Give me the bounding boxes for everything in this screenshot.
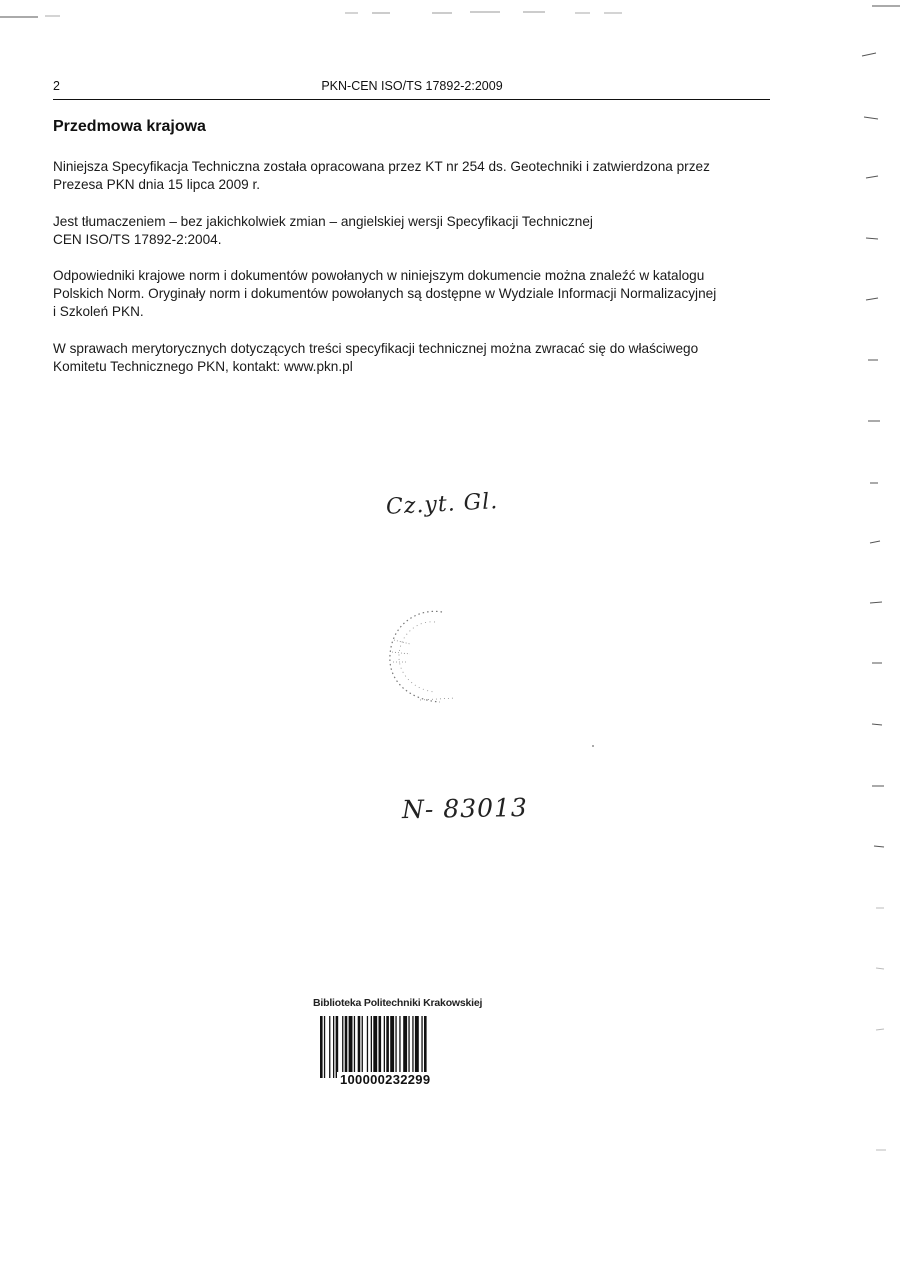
paragraph-references [53,267,775,321]
barcode-bar [354,1016,355,1078]
barcode-bar [395,1016,396,1078]
barcode-bar [415,1016,419,1078]
barcode-bar [333,1016,334,1078]
barcode-bar [384,1016,385,1078]
barcode-bar [424,1016,427,1078]
barcode-bar [399,1016,400,1078]
text-line: Niniejsza Specyfikacja Techniczna została opracowana przez KT nr 254 ds. Geotechniki i zatwierdzona przez [53,159,710,174]
barcode-bar [329,1016,330,1078]
handwritten-note: Cz.yt. Gl. [385,489,499,520]
barcode-bar [362,1016,363,1078]
text-line: Polskich Norm. Oryginały norm i dokumentów powołanych są dostępne w Wydziale Informacji Normalizacyjnej [53,286,717,301]
barcode-bar [403,1016,407,1078]
barcode-bar [342,1016,343,1078]
barcode-bar [412,1016,413,1078]
barcode-number: 100000232299 [337,1072,433,1087]
text-line: Jest tłumaczeniem – bez jakichkolwiek zmian – angielskiej wersji Specyfikacji Technicznej [53,214,593,229]
text-line: W sprawach merytorycznych dotyczących treści specyfikacji technicznej można zwracać się do właściwego [53,341,699,356]
text-line: CEN ISO/TS 17892-2:2004. [53,232,222,247]
text-line: Komitetu Technicznego PKN, kontakt: www.pkn.pl [53,359,353,374]
running-header: PKN-CEN ISO/TS 17892-2:2009 [321,79,503,93]
paragraph-contact [53,340,775,376]
barcode-bar [345,1016,348,1078]
barcode [318,1014,488,1080]
section-heading: Przedmowa krajowa [53,118,206,135]
faded-library-stamp [380,600,470,710]
text-line: Odpowiedniki krajowe norm i dokumentów powołanych w niniejszym dokumencie można znaleźć w katalogu [53,268,705,283]
barcode-bar [336,1016,339,1078]
barcode-bar [320,1016,323,1078]
barcode-bar [349,1016,353,1078]
barcode-bar [390,1016,394,1078]
text-line: Prezesa PKN dnia 15 lipca 2009 r. [53,177,261,192]
paragraph-translation [53,213,775,249]
barcode-bar [367,1016,368,1078]
barcode-bar [358,1016,361,1078]
text-line: i Szkoleń PKN. [53,304,144,319]
paragraph-approval [53,158,775,194]
barcode-bar [379,1016,382,1078]
barcode-bar [421,1016,422,1078]
page-number: 2 [53,79,60,93]
library-label: Biblioteka Politechniki Krakowskiej [313,997,483,1009]
barcode-bar [386,1016,389,1078]
barcode-bar [371,1016,372,1078]
barcode-bar [324,1016,325,1078]
barcode-bar [408,1016,409,1078]
header-rule [53,99,770,100]
handwritten-inventory-number: N- 83013 [401,792,529,825]
barcode-bar [373,1016,377,1078]
